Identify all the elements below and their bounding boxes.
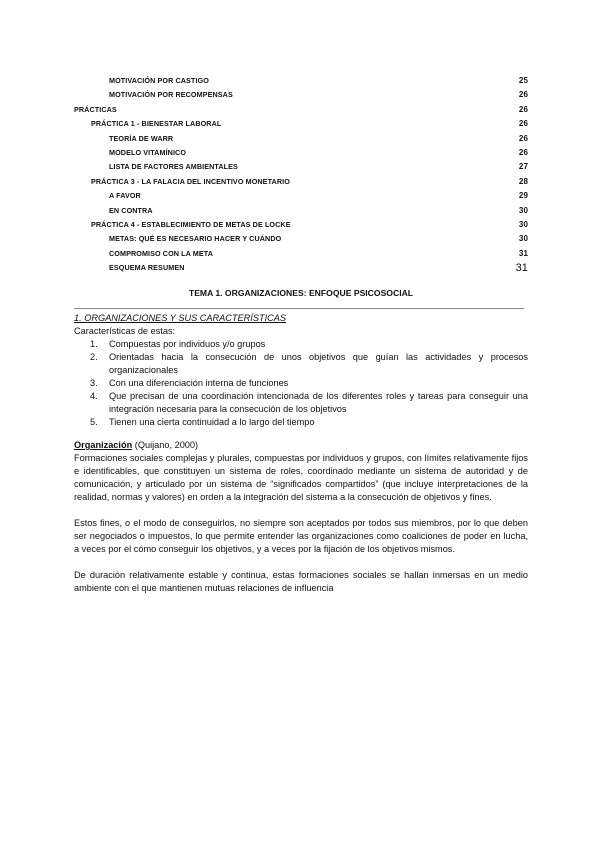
list-item	[74, 351, 528, 377]
list-item-text: Orientadas hacia la consecución de unos objetivos que guían las actividades y procesos organizacionales	[109, 352, 528, 375]
toc-entry-title: MOTIVACIÓN POR RECOMPENSAS	[109, 90, 233, 100]
toc-entry[interactable]	[74, 146, 528, 160]
toc-entry-page: 29	[518, 191, 528, 201]
toc-entry-page: 28	[518, 176, 528, 186]
toc-entry[interactable]	[74, 88, 528, 102]
toc-entry-page: 26	[518, 147, 528, 157]
toc-entry-title: A FAVOR	[109, 191, 141, 201]
toc-entry-title: LISTA DE FACTORES AMBIENTALES	[109, 162, 238, 172]
list-item	[74, 416, 528, 429]
list-item-number: 5.	[90, 417, 98, 427]
toc-entry[interactable]	[74, 74, 528, 88]
toc-entry-title: MOTIVACIÓN POR CASTIGO	[109, 76, 209, 85]
toc-entry-page: 30	[518, 205, 528, 215]
toc-entry-page: 25	[518, 76, 528, 85]
toc-entry-title: PRÁCTICA 3 - LA FALACIA DEL INCENTIVO MONETARIO	[91, 176, 290, 186]
section-intro: Características de estas:	[74, 326, 176, 336]
toc-entry-page: 26	[518, 104, 528, 114]
section-heading: 1. ORGANIZACIONES Y SUS CARACTERÍSTICAS	[74, 313, 287, 323]
toc-entry-page: 26	[518, 133, 528, 143]
toc-entry-title: EN CONTRA	[109, 205, 153, 215]
toc-entry-page: 30	[518, 234, 528, 244]
list-item-number: 2.	[90, 352, 98, 362]
toc-entry-page: 31	[518, 248, 528, 258]
body-paragraph: De duración relativamente estable y continua, estas formaciones sociales se hallan inmersas en un medio ambiente con el que mantienen mutuas relaciones de influencia	[74, 570, 528, 593]
toc-entry-title: ESQUEMA RESUMEN	[109, 263, 185, 273]
toc-entry-page: 31	[515, 262, 528, 275]
toc-entry[interactable]	[74, 204, 528, 218]
list-item-number: 3.	[90, 378, 98, 388]
toc-entry-title: METAS: QUÉ ES NECESARIO HACER Y CUÁNDO	[109, 234, 282, 244]
toc-entry[interactable]	[74, 232, 528, 246]
toc-entry-title: COMPROMISO CON LA META	[109, 248, 214, 258]
toc-entry-page: 26	[518, 90, 528, 100]
definition-paragraph: Formaciones sociales complejas y plurales, compuestas por individuos y grupos, con límites relativamente fijos e identificables, que constituyen un sistema de roles, coordinado mediante un sistema de autoridad y de comunicación, y articulado por un sistema de “significados compartidos” (que incluye interpretaciones de la realidad, normas y valores) en orden a la integración del sistema a la consecución de objetivos y fines.	[74, 453, 528, 502]
toc-entry[interactable]	[74, 103, 528, 117]
definition-source: (Quijano, 2000)	[132, 440, 199, 450]
toc-entry-page: 27	[518, 162, 528, 172]
toc-entry-page: 26	[518, 119, 528, 129]
characteristics-list	[74, 338, 528, 429]
list-item-text: Con una diferenciación interna de funciones	[109, 378, 289, 388]
list-item	[74, 377, 528, 390]
toc-entry-page: 30	[518, 219, 528, 229]
spacer	[74, 504, 528, 517]
toc-entry-title: PRÁCTICAS	[74, 104, 117, 114]
spacer	[74, 556, 528, 569]
list-item-number: 1.	[90, 339, 98, 349]
list-item-text: Compuestas por individuos y/o grupos	[109, 339, 266, 349]
list-item-number: 4.	[90, 391, 98, 401]
toc-entry-title: PRÁCTICA 4 - ESTABLECIMIENTO DE METAS DE LOCKE	[91, 219, 291, 229]
toc-entry[interactable]	[74, 175, 528, 189]
toc-entry-title: PRÁCTICA 1 - BIENESTAR LABORAL	[91, 119, 222, 129]
definition-term: Organización	[74, 440, 133, 450]
toc-entry[interactable]	[74, 189, 528, 203]
toc-entry[interactable]	[74, 117, 528, 131]
list-item-text: Que precisan de una coordinación intencionada de los diferentes roles y tareas para conseguir una integración necesaria para la consecución de los objetivos	[109, 391, 528, 414]
horizontal-divider	[74, 308, 524, 309]
toc-entry[interactable]	[74, 261, 528, 275]
table-of-contents	[74, 74, 528, 275]
toc-entry-title: MODELO VITAMÍNICO	[109, 147, 187, 157]
list-item-text: Tienen una cierta continuidad a lo largo del tiempo	[109, 417, 315, 427]
definition-heading	[74, 439, 528, 452]
body-paragraph: Estos fines, o el modo de conseguirlos, no siempre son aceptados por todos sus miembros, por lo que deben ser negociados o impuestos, lo que permite entender las organizaciones como coaliciones de poder en lucha, a veces por el cómo conseguir los objetivos, y a veces por la fijación de los objetivos mismos.	[74, 518, 528, 554]
toc-entry-title: TEORÍA DE WARR	[109, 133, 174, 143]
toc-entry[interactable]	[74, 218, 528, 232]
toc-entry[interactable]	[74, 247, 528, 261]
list-item	[74, 390, 528, 416]
toc-entry[interactable]	[74, 160, 528, 174]
toc-entry[interactable]	[74, 132, 528, 146]
chapter-title: TEMA 1. ORGANIZACIONES: ENFOQUE PSICOSOCIAL	[188, 288, 414, 298]
list-item	[74, 338, 528, 351]
spacer	[74, 429, 528, 439]
document-body	[74, 312, 528, 595]
